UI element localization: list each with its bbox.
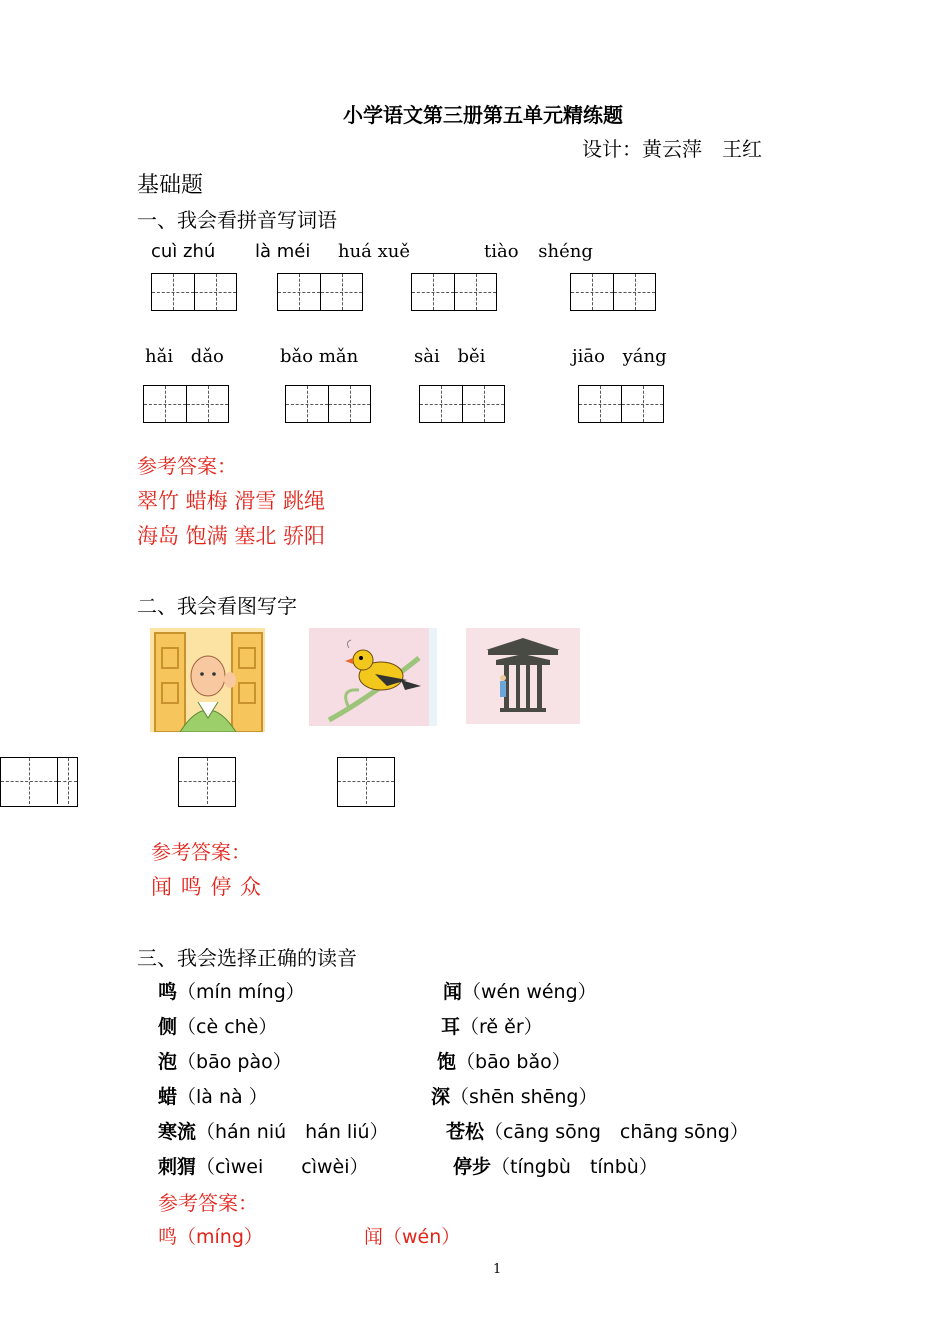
picture-old-man-at-door <box>150 628 265 732</box>
reading-item-2[interactable]: 闻（wén wéng） <box>443 981 597 1003</box>
basic-heading: 基础题 <box>137 173 204 198</box>
reading-item-6[interactable]: 饱（bāo bǎo） <box>437 1051 571 1073</box>
pinyin-1: cuì zhú <box>151 241 216 262</box>
author-line: 设计：黄云萍 王红 <box>582 137 762 161</box>
reading-item-7[interactable]: 蜡（là nà ） <box>158 1086 268 1108</box>
write-box-1[interactable] <box>0 757 78 807</box>
write-grid-7[interactable] <box>419 385 505 423</box>
answer-label-3: 参考答案： <box>158 1191 258 1215</box>
answer-3-left: 鸣（míng） <box>158 1226 263 1248</box>
picture-bird-on-branch <box>309 628 437 726</box>
reading-item-5[interactable]: 泡（bāo pào） <box>158 1051 292 1073</box>
answer-2: 闻 鸣 停 众 <box>151 875 263 899</box>
pinyin-2: là méi <box>255 241 311 262</box>
write-grid-1[interactable] <box>151 273 237 311</box>
write-grid-5[interactable] <box>143 385 229 423</box>
pinyin-5: hǎi dǎo <box>145 346 224 367</box>
write-grid-2[interactable] <box>277 273 363 311</box>
reading-item-4[interactable]: 耳（rě ěr） <box>441 1016 543 1038</box>
section2-heading: 二、我会看图写字 <box>137 594 297 618</box>
write-grid-3[interactable] <box>411 273 497 311</box>
write-grid-6[interactable] <box>285 385 371 423</box>
reading-item-9[interactable]: 寒流（hán niú hán liú） <box>158 1121 389 1143</box>
pinyin-7: sài běi <box>414 346 486 367</box>
reading-item-10[interactable]: 苍松（cāng sōng chāng sōng） <box>446 1121 749 1143</box>
write-grid-8[interactable] <box>578 385 664 423</box>
reading-item-12[interactable]: 停步（tíngbù tínbù） <box>453 1156 658 1178</box>
answer-1b: 海岛 饱满 塞北 骄阳 <box>137 524 326 548</box>
reading-item-11[interactable]: 刺猬（cìwei cìwèi） <box>158 1156 369 1178</box>
page-number: 1 <box>493 1262 502 1277</box>
pinyin-4: tiào shéng <box>484 241 593 262</box>
page-title: 小学语文第三册第五单元精练题 <box>343 103 623 127</box>
pinyin-6: bǎo mǎn <box>280 346 359 367</box>
pinyin-8: jiāo yáng <box>572 346 667 367</box>
write-box-3[interactable] <box>337 757 395 807</box>
picture-pavilion <box>466 628 580 724</box>
reading-item-8[interactable]: 深（shēn shēng） <box>431 1086 598 1108</box>
section1-heading: 一、我会看拼音写词语 <box>137 208 337 232</box>
section3-heading: 三、我会选择正确的读音 <box>137 946 357 970</box>
write-grid-4[interactable] <box>570 273 656 311</box>
answer-label-1: 参考答案： <box>137 454 237 478</box>
answer-label-2: 参考答案： <box>151 840 251 864</box>
pinyin-3: huá xuě <box>338 241 411 262</box>
answer-3-right: 闻（wén） <box>364 1226 461 1248</box>
answer-1a: 翠竹 蜡梅 滑雪 跳绳 <box>137 489 326 513</box>
write-box-2[interactable] <box>178 757 236 807</box>
reading-item-1[interactable]: 鸣（mín míng） <box>158 981 305 1003</box>
reading-item-3[interactable]: 侧（cè chè） <box>158 1016 278 1038</box>
